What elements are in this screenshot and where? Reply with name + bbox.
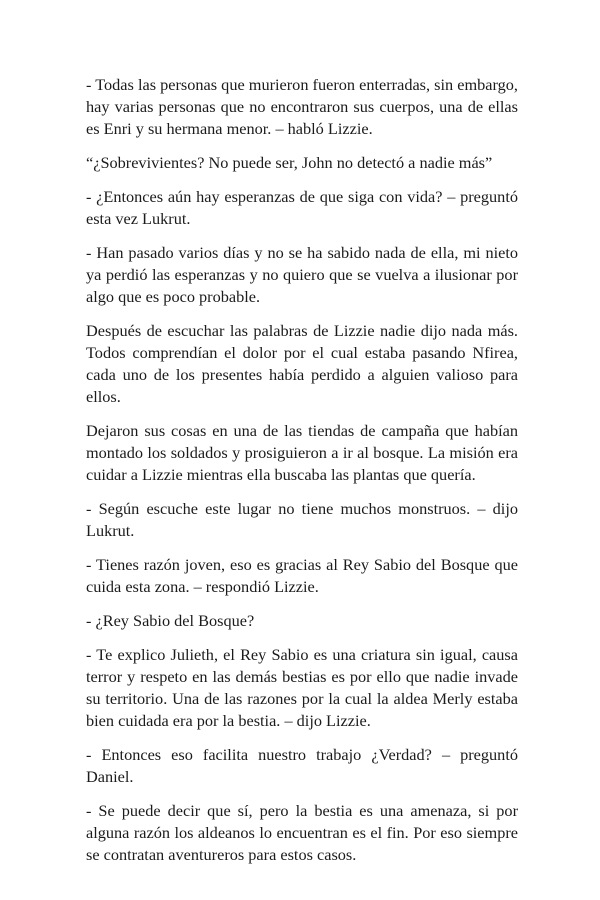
paragraph-4: - Han pasado varios días y no se ha sabido nada de ella, mi nieto ya perdió las esperanzas y no quiero que se vuelva a ilusionar por algo que es poco probable. [86, 243, 518, 306]
paragraph-12: - Se puede decir que sí, pero la bestia es una amenaza, si por alguna razón los aldeanos lo encuentran es el fin. Por eso siempre se contratan aventureros para estos casos. [86, 801, 518, 864]
paragraph-6: Dejaron sus cosas en una de las tiendas de campaña que habían montado los soldados y prosiguieron a ir al bosque. La misión era cuidar a Lizzie mientras ella buscaba las plantas que quería. [86, 421, 518, 484]
paragraph-11: - Entonces eso facilita nuestro trabajo ¿Verdad? – preguntó Daniel. [86, 745, 518, 786]
paragraph-8: - Tienes razón joven, eso es gracias al Rey Sabio del Bosque que cuida esta zona. – respondió Lizzie. [86, 555, 518, 596]
book-page [86, 74, 518, 878]
paragraph-1: - Todas las personas que murieron fueron enterradas, sin embargo, hay varias personas que no encontraron sus cuerpos, una de ellas es Enri y su hermana menor. – habló Lizzie. [86, 75, 518, 138]
paragraph-5: Después de escuchar las palabras de Lizzie nadie dijo nada más. Todos comprendían el dolor por el cual estaba pasando Nfirea, cada uno de los presentes había perdido a alguien valioso para ellos. [86, 321, 518, 406]
paragraph-10: - Te explico Julieth, el Rey Sabio es una criatura sin igual, causa terror y respeto en las demás bestias es por ello que nadie invade su territorio. Una de las razones por la cual la aldea Merly estaba bien cuidada era por la bestia. – dijo Lizzie. [86, 645, 518, 730]
paragraph-9: - ¿Rey Sabio del Bosque? [86, 611, 255, 630]
paragraph-7: - Según escuche este lugar no tiene muchos monstruos. – dijo Lukrut. [86, 499, 518, 540]
paragraph-3: - ¿Entonces aún hay esperanzas de que siga con vida? – preguntó esta vez Lukrut. [86, 187, 518, 228]
paragraph-2: “¿Sobrevivientes? No puede ser, John no detectó a nadie más” [86, 153, 493, 172]
